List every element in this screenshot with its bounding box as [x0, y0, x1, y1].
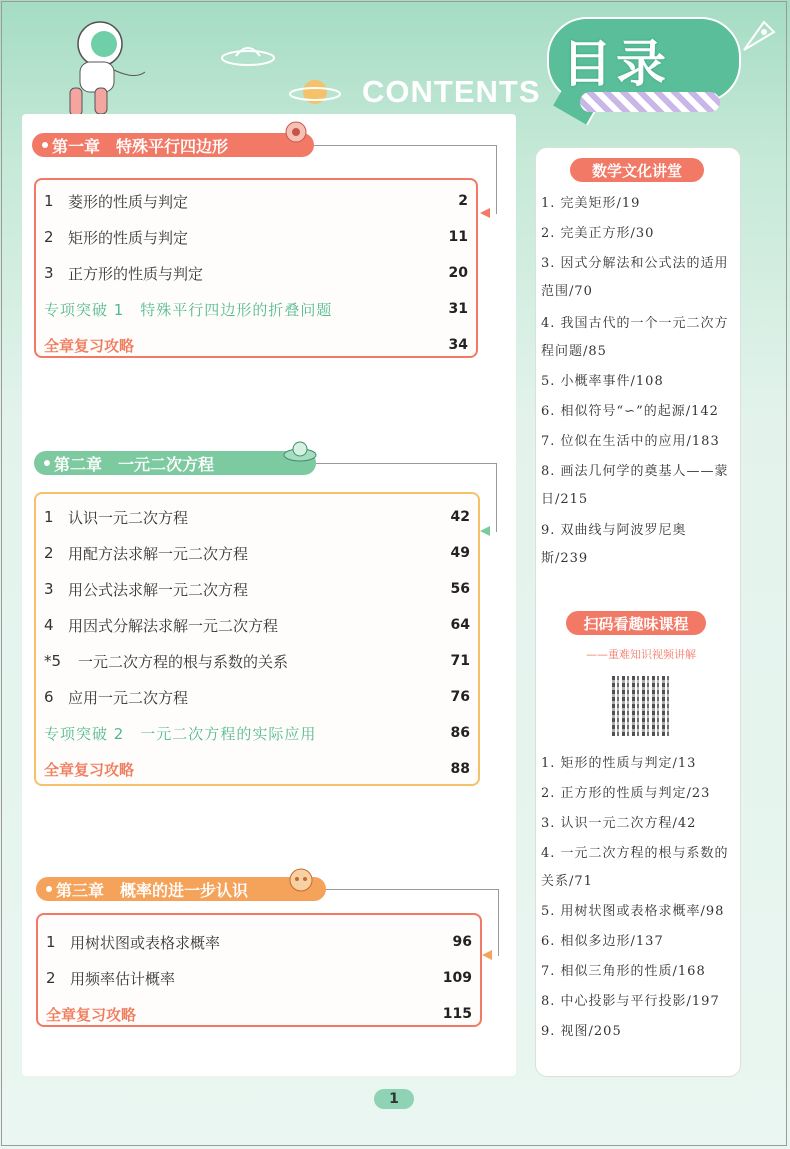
contents-label: CONTENTS — [362, 74, 541, 109]
video-item[interactable]: 3. 认识一元二次方程/42 — [541, 816, 697, 831]
entry-title: 全章复习攻略 — [44, 336, 135, 355]
entry-page: 115 — [442, 1006, 472, 1022]
astronaut-illustration — [40, 10, 150, 120]
chapter-3-box — [36, 913, 482, 1027]
robot-icon — [282, 118, 310, 154]
review-entry[interactable] — [46, 1001, 472, 1027]
entry-page: 34 — [448, 337, 468, 353]
culture-item[interactable]: 2. 完美正方形/30 — [541, 226, 655, 241]
toc-entry[interactable] — [44, 540, 470, 566]
culture-item[interactable]: 3. 因式分解法和公式法的适用范围/70 — [541, 256, 729, 299]
entry-page: 56 — [450, 581, 470, 597]
entry-title: 菱形的性质与判定 — [68, 192, 189, 211]
arrow-icon — [480, 526, 490, 536]
video-item[interactable]: 7. 相似三角形的性质/168 — [541, 964, 706, 979]
toc-entry[interactable] — [44, 684, 470, 710]
culture-item[interactable]: 9. 双曲线与阿波罗尼奥斯/239 — [541, 523, 687, 566]
video-item[interactable]: 1. 矩形的性质与判定/13 — [541, 756, 697, 771]
toc-entry[interactable] — [44, 188, 468, 214]
ufo-icon — [282, 437, 318, 467]
entry-number: 1 — [44, 508, 54, 526]
chapter-1-title: 第一章 特殊平行四边形 — [52, 136, 229, 156]
entry-number: 4 — [44, 616, 54, 634]
video-subtitle: ——重难知识视频讲解 — [586, 648, 696, 661]
toc-entry[interactable] — [44, 576, 470, 602]
entry-title: 全章复习攻略 — [46, 1005, 137, 1024]
entry-title: 认识一元二次方程 — [68, 508, 189, 527]
entry-page: 11 — [448, 229, 468, 245]
culture-item[interactable]: 6. 相似符号“∽”的起源/142 — [541, 404, 719, 419]
page-title: 目录 — [562, 35, 670, 93]
culture-item[interactable]: 1. 完美矩形/19 — [541, 196, 641, 211]
culture-item[interactable]: 7. 位似在生活中的应用/183 — [541, 434, 720, 449]
toc-entry[interactable] — [44, 648, 470, 674]
bullet-dot — [46, 886, 52, 892]
entry-number: 2 — [46, 969, 56, 987]
video-item[interactable]: 4. 一元二次方程的根与系数的关系/71 — [541, 846, 729, 889]
chapter-3-heading[interactable] — [36, 877, 326, 901]
chapter-3-title: 第三章 概率的进一步认识 — [56, 880, 249, 900]
entry-title: 一元二次方程的根与系数的关系 — [78, 652, 289, 671]
arrow-icon — [482, 950, 492, 960]
entry-number: 1 — [44, 192, 54, 210]
entry-number: 1 — [46, 933, 56, 951]
entry-title: 矩形的性质与判定 — [68, 228, 189, 247]
special-topic-entry[interactable] — [44, 296, 468, 322]
culture-item[interactable]: 8. 画法几何学的奠基人——蒙日/215 — [541, 464, 729, 507]
entry-page: 96 — [452, 934, 472, 950]
toc-entry[interactable] — [44, 260, 468, 286]
chapter-1-box — [34, 178, 478, 358]
bullet-dot — [44, 460, 50, 466]
toc-entry[interactable] — [44, 612, 470, 638]
entry-number: 2 — [44, 544, 54, 562]
entry-number: 3 — [44, 264, 54, 282]
toc-entry[interactable] — [46, 965, 472, 991]
rocket-icon — [734, 10, 784, 60]
entry-page: 2 — [458, 193, 468, 209]
entry-title: 应用一元二次方程 — [68, 688, 189, 707]
review-entry[interactable] — [44, 332, 468, 358]
arrow-icon — [480, 208, 490, 218]
entry-title: 用频率估计概率 — [70, 969, 176, 988]
entry-title: 用公式法求解一元二次方程 — [68, 580, 249, 599]
entry-title: 用树状图或表格求概率 — [70, 933, 221, 952]
entry-title: 用配方法求解一元二次方程 — [68, 544, 249, 563]
toc-entry[interactable] — [46, 929, 472, 955]
toc-entry[interactable] — [44, 504, 470, 530]
entry-title: 全章复习攻略 — [44, 760, 135, 779]
entry-page: 109 — [442, 970, 472, 986]
entry-page: 88 — [450, 761, 470, 777]
entry-number: 2 — [44, 228, 54, 246]
special-topic-entry[interactable] — [44, 720, 470, 746]
review-entry[interactable] — [44, 756, 470, 782]
entry-page: 20 — [448, 265, 468, 281]
qr-code[interactable] — [612, 676, 672, 736]
entry-page: 64 — [450, 617, 470, 633]
planet-icon — [288, 72, 342, 112]
culture-item[interactable]: 4. 我国古代的一个一元二次方程问题/85 — [541, 316, 729, 359]
entry-number: 6 — [44, 688, 54, 706]
entry-title: 专项突破 2 一元二次方程的实际应用 — [44, 724, 317, 743]
alien-icon — [284, 862, 318, 894]
entry-number: 3 — [44, 580, 54, 598]
video-item[interactable]: 5. 用树状图或表格求概率/98 — [541, 904, 725, 919]
ufo-icon — [218, 40, 278, 70]
entry-title: 用因式分解法求解一元二次方程 — [68, 616, 279, 635]
entry-title: 专项突破 1 特殊平行四边形的折叠问题 — [44, 300, 333, 319]
chapter-2-heading[interactable] — [34, 451, 316, 475]
video-item[interactable]: 8. 中心投影与平行投影/197 — [541, 994, 720, 1009]
video-item[interactable]: 9. 视图/205 — [541, 1024, 622, 1039]
toc-entry[interactable] — [44, 224, 468, 250]
entry-page: 86 — [450, 725, 470, 741]
chapter-2-box — [34, 492, 480, 786]
culture-item[interactable]: 5. 小概率事件/108 — [541, 374, 664, 389]
entry-page: 42 — [450, 509, 470, 525]
video-item[interactable]: 2. 正方形的性质与判定/23 — [541, 786, 711, 801]
entry-page: 76 — [450, 689, 470, 705]
entry-number: *5 — [44, 652, 62, 670]
entry-page: 71 — [450, 653, 470, 669]
entry-page: 31 — [448, 301, 468, 317]
chapter-1-heading[interactable] — [32, 133, 314, 157]
chapter-2-title: 第二章 一元二次方程 — [54, 454, 215, 474]
video-item[interactable]: 6. 相似多边形/137 — [541, 934, 664, 949]
page-number: 1 — [374, 1089, 414, 1109]
culture-heading: 数学文化讲堂 — [570, 158, 704, 182]
entry-title: 正方形的性质与判定 — [68, 264, 204, 283]
bullet-dot — [42, 142, 48, 148]
video-heading: 扫码看趣味课程 — [566, 611, 706, 635]
entry-page: 49 — [450, 545, 470, 561]
